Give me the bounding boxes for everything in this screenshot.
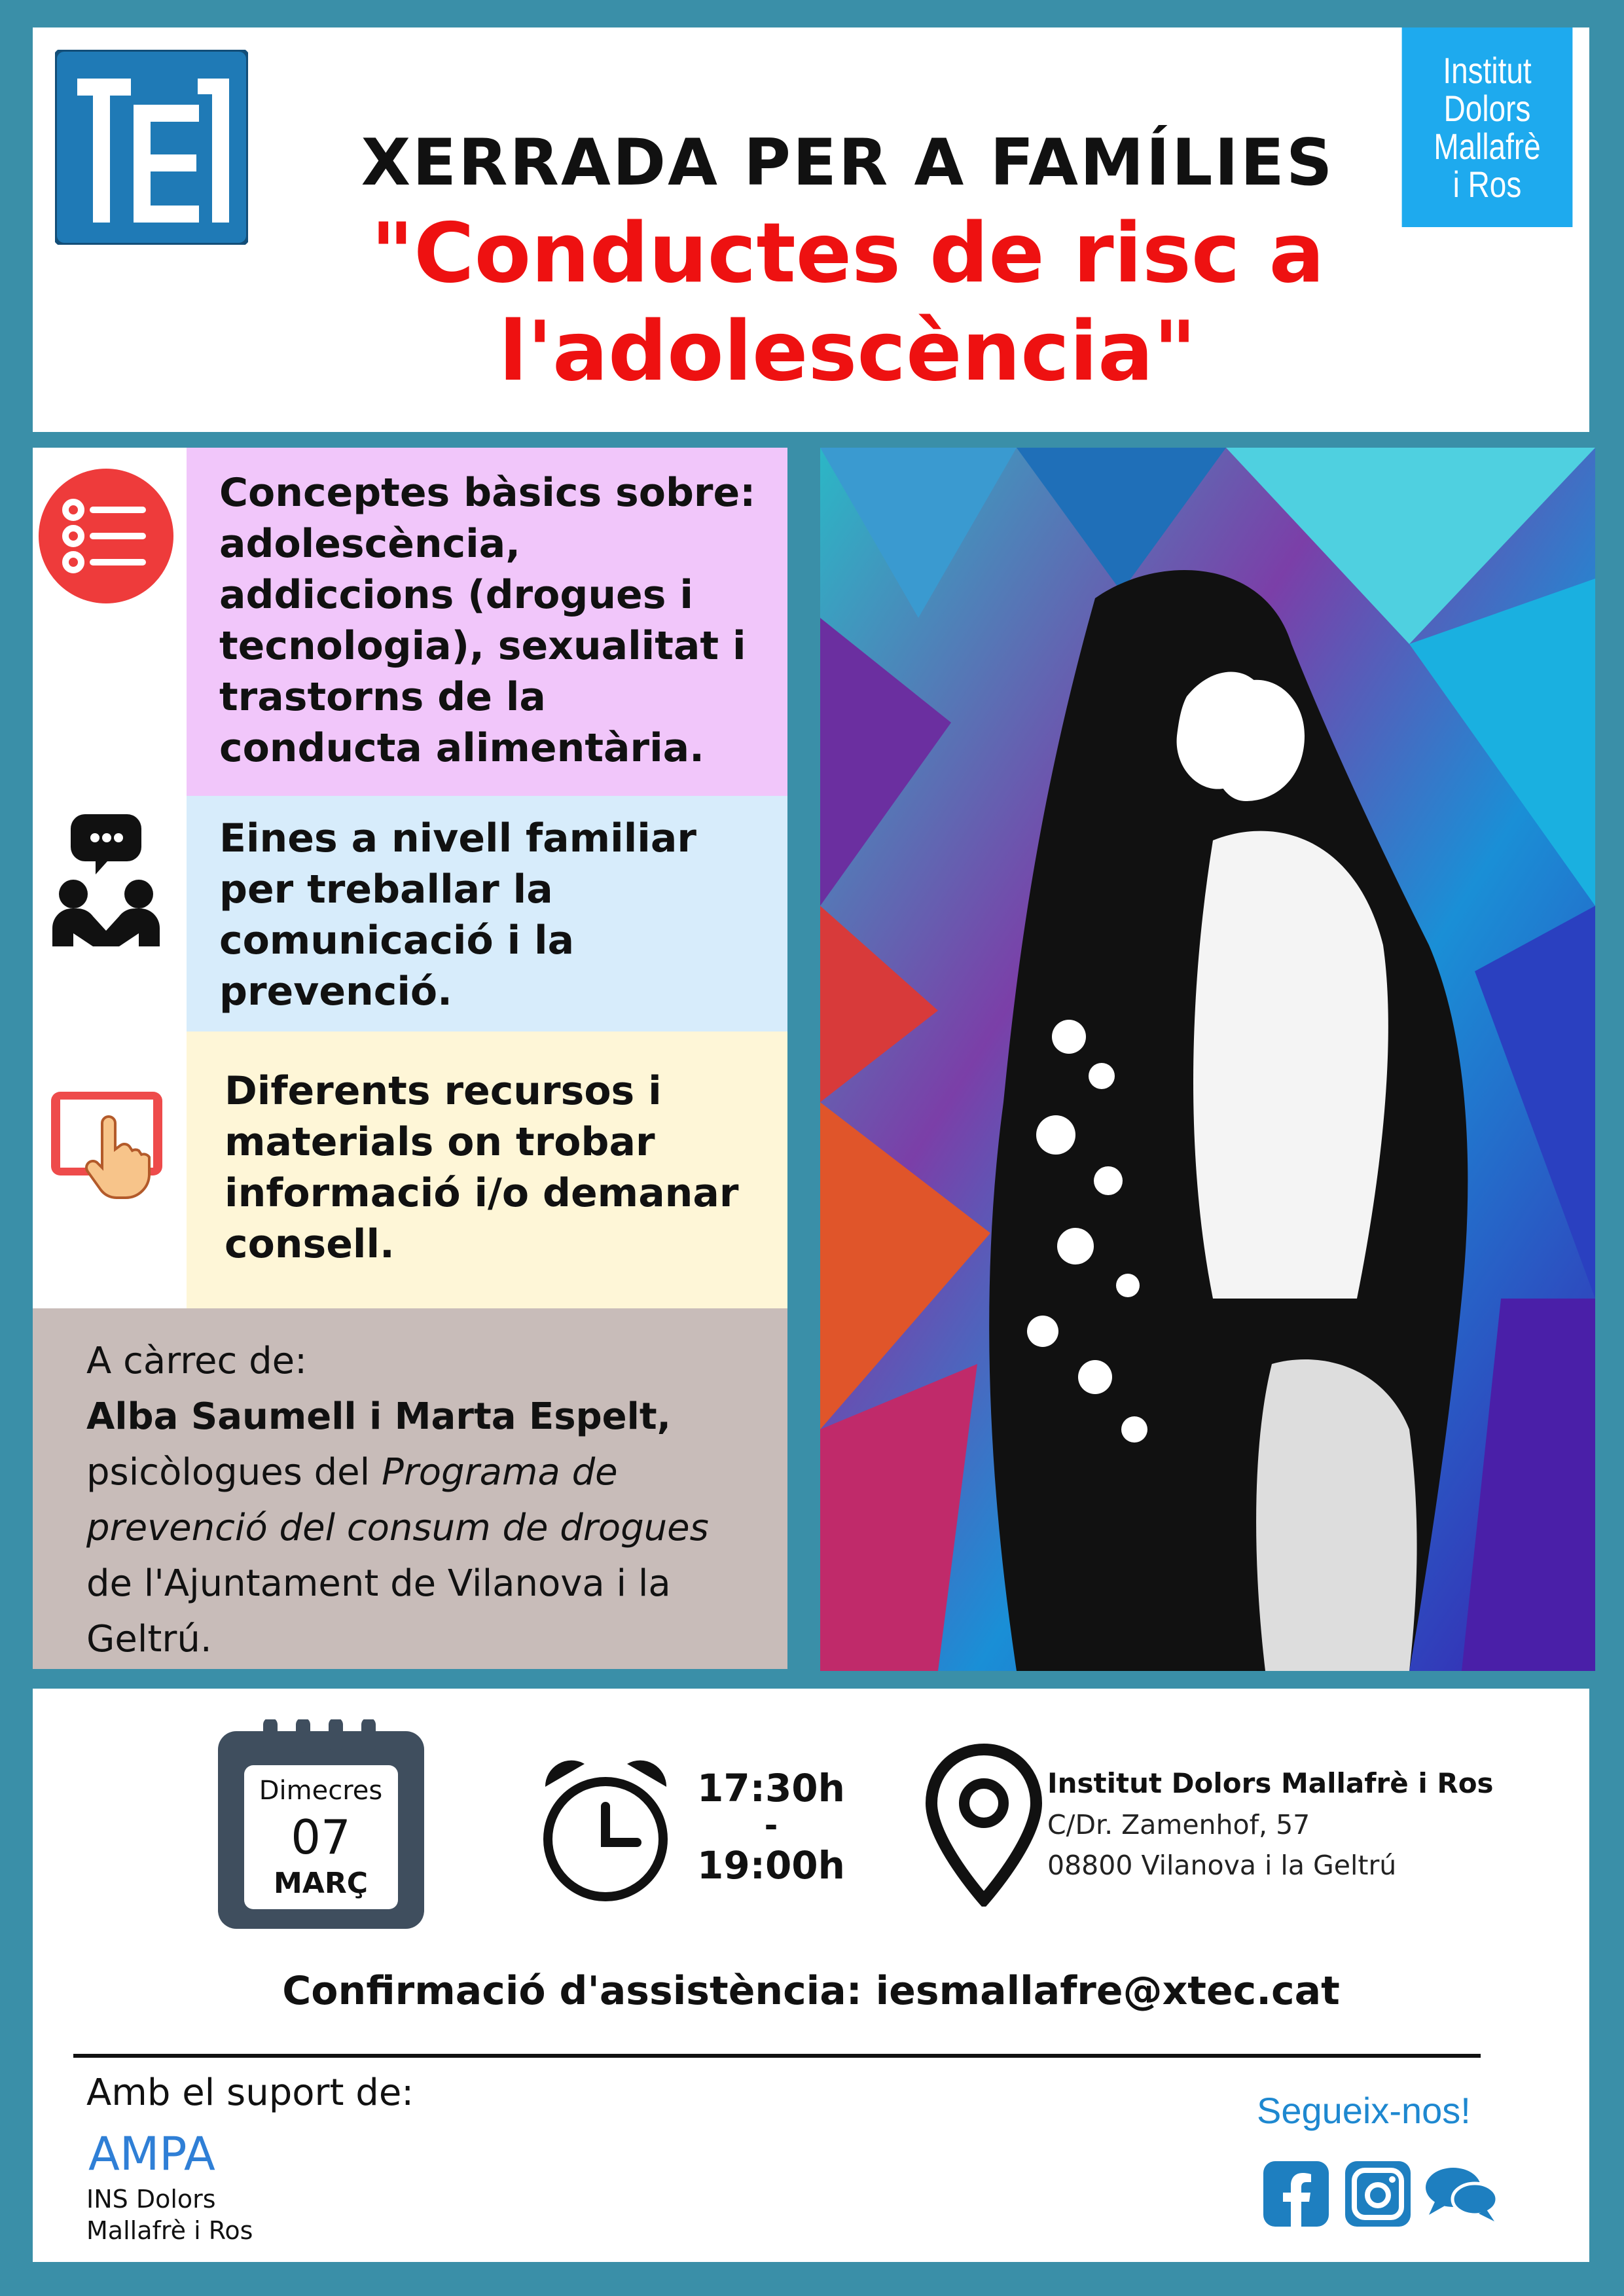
calendar-month: MARÇ [273, 1867, 368, 1900]
follow-us-label: Segueix-nos! [1257, 2090, 1471, 2131]
topic-text: Diferents recursos i materials on trobar informació i/o demanar consell. [187, 1031, 787, 1308]
ampa-name: AMPA [88, 2127, 215, 2181]
topic-text: Conceptes bàsics sobre: adolescència, addiccions (drogues i tecnologia), sexualitat i trastorns de la conducta alimentària. [187, 448, 787, 796]
event-type-heading: XERRADA PER A FAMÍLIES [361, 126, 1335, 200]
topics-panel [33, 448, 787, 1308]
venue-street: C/Dr. Zamenhof, 57 [1047, 1809, 1310, 1840]
topic-item [33, 448, 787, 796]
topic-item [33, 1031, 787, 1308]
venue-city: 08800 Vilanova i la Geltrú [1047, 1850, 1397, 1881]
facebook-icon[interactable] [1263, 2161, 1329, 2227]
rsvp-line: Confirmació d'assistència: iesmallafre@xtec.cat [282, 1968, 1340, 2014]
speakers-intro: A càrrec de: [86, 1340, 307, 1382]
event-details-panel [33, 1689, 1589, 2262]
chat-icon[interactable] [1424, 2161, 1499, 2227]
school-badge: Institut Dolors Mallafrè i Ros [1402, 27, 1573, 227]
topic-text: Eines a nivell familiar per treballar la comunicació i la prevenció. [187, 796, 787, 1031]
speaker-role-suffix: de l'Ajuntament de Vilanova i la Geltrú. [86, 1562, 671, 1660]
event-title: "Conductes de risc a l'adolescència" [370, 205, 1325, 399]
school-logo [55, 50, 248, 245]
start-time: 17:30h [697, 1766, 845, 1810]
speaker-names: Alba Saumell i Marta Espelt, [86, 1395, 671, 1438]
ampa-subtitle: Mallafrè i Ros [86, 2216, 253, 2245]
support-label: Amb el suport de: [86, 2072, 414, 2114]
location-pin-icon [925, 1743, 1043, 1907]
topic-item [33, 796, 787, 1031]
header-panel [33, 27, 1589, 432]
alarm-clock-icon [539, 1757, 673, 1908]
hug-illustration [820, 448, 1595, 1671]
speakers-box [33, 1308, 787, 1669]
tablet-touch-icon [33, 1031, 187, 1308]
program-name: Programa de prevenció del consum de drogues [86, 1451, 709, 1549]
calendar-day-name: Dimecres [259, 1776, 383, 1806]
time-separator: - [764, 1806, 778, 1844]
list-icon [33, 448, 187, 796]
ampa-subtitle: INS Dolors [86, 2185, 216, 2214]
divider [73, 2054, 1481, 2058]
calendar-date: 07 [291, 1810, 351, 1865]
venue-name: Institut Dolors Mallafrè i Ros [1047, 1767, 1494, 1799]
end-time: 19:00h [697, 1843, 845, 1888]
conversation-icon [33, 796, 187, 1031]
speaker-role-prefix: psicòlogues del [86, 1451, 382, 1494]
speaker-role [86, 1444, 761, 1667]
instagram-icon[interactable] [1345, 2161, 1411, 2227]
